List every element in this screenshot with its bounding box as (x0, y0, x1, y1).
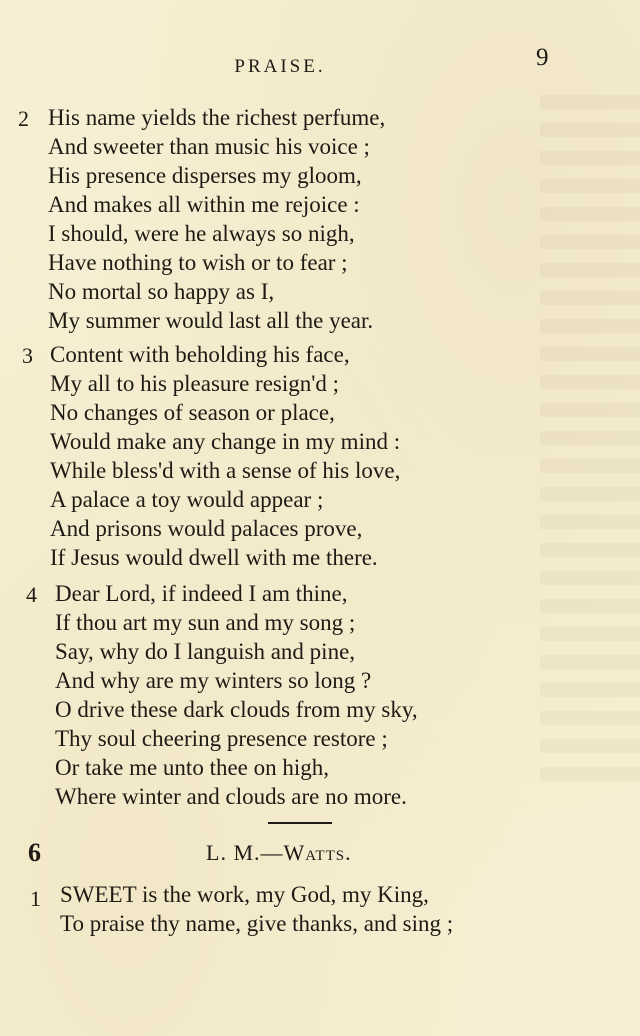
verse-line: And makes all within me rejoice : (48, 192, 360, 217)
verse-line: My all to his pleasure resign'd ; (50, 371, 340, 396)
stanza-number: 4 (26, 582, 37, 607)
stanza-number: 2 (18, 106, 29, 131)
verse-line: I should, were he always so nigh, (48, 221, 355, 246)
show-through-texture (540, 95, 640, 795)
verse-line: Would make any change in my mind : (50, 429, 401, 454)
verse-line: Where winter and clouds are no more. (55, 784, 407, 809)
verse-line: Say, why do I languish and pine, (55, 639, 356, 664)
verse-line: A palace a toy would appear ; (50, 487, 324, 512)
verse-line: And prisons would palaces prove, (50, 516, 363, 541)
verse-line: No changes of season or place, (50, 400, 335, 425)
hymn-number: 6 (28, 838, 41, 867)
section-divider (268, 822, 332, 824)
stanza-number: 3 (22, 343, 33, 368)
verse-line: Thy soul cheering presence restore ; (55, 726, 388, 751)
verse-line: No mortal so happy as I, (48, 279, 275, 304)
verse-line: Or take me unto thee on high, (55, 755, 330, 780)
verse-line: Dear Lord, if indeed I am thine, (55, 581, 348, 606)
verse-line: His name yields the richest perfume, (48, 105, 386, 130)
verse-line: And why are my winters so long ? (55, 668, 372, 693)
verse-line: If Jesus would dwell with me there. (50, 545, 378, 570)
hymn-author: Watts. (283, 840, 352, 865)
verse-line: O drive these dark clouds from my sky, (55, 697, 418, 722)
verse-line: His presence disperses my gloom, (48, 163, 362, 188)
hymn-meter (206, 840, 352, 866)
verse-line: To praise thy name, give thanks, and sing ; (60, 911, 454, 936)
verse-line: SWEET is the work, my God, my King, (60, 882, 429, 907)
stanza-number: 1 (30, 886, 41, 911)
verse-line: If thou art my sun and my song ; (55, 610, 356, 635)
page-number: 9 (536, 44, 549, 71)
running-head: PRAISE. (234, 56, 326, 77)
meter-label: L. M.— (206, 840, 284, 865)
verse-line: My summer would last all the year. (48, 308, 374, 333)
verse-line: Have nothing to wish or to fear ; (48, 250, 348, 275)
verse-line: And sweeter than music his voice ; (48, 134, 370, 159)
verse-line: Content with beholding his face, (50, 342, 350, 367)
verse-line: While bless'd with a sense of his love, (50, 458, 401, 483)
